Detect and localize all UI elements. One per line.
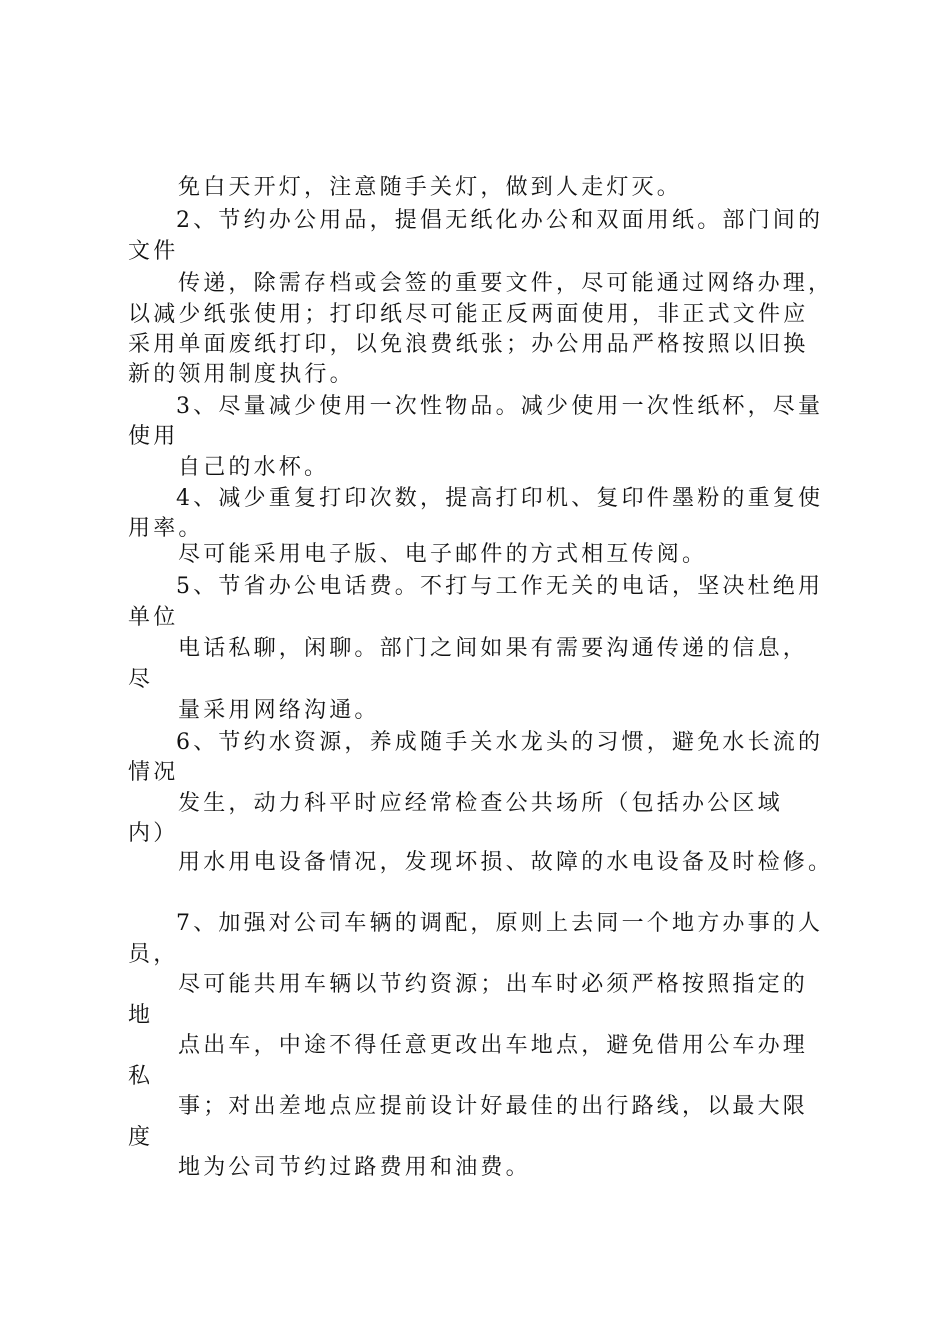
text-line: 单位 bbox=[128, 605, 179, 630]
text-line: 地为公司节约过路费用和油费。 bbox=[178, 1155, 531, 1180]
text-line: 以减少纸张使用；打印纸尽可能正反两面使用，非正式文件应 bbox=[128, 302, 809, 327]
text-line: 发生，动力科平时应经常检查公共场所（包括办公区域 bbox=[178, 791, 783, 816]
text-line: 电话私聊，闲聊。部门之间如果有需要沟通传递的信息， bbox=[178, 636, 809, 661]
text-line: 6、节约水资源，养成随手关水龙头的习惯，避免水长流的 bbox=[176, 730, 824, 755]
text-line: 情况 bbox=[128, 760, 179, 785]
text-line: 量采用网络沟通。 bbox=[178, 698, 380, 723]
text-line: 内） bbox=[128, 821, 179, 846]
text-line: 度 bbox=[128, 1125, 154, 1150]
text-line: 3、尽量减少使用一次性物品。减少使用一次性纸杯，尽量 bbox=[176, 394, 824, 419]
text-line: 使用 bbox=[128, 424, 179, 449]
text-line: 免白天开灯，注意随手关灯，做到人走灯灭。 bbox=[178, 175, 683, 200]
text-line: 7、加强对公司车辆的调配，原则上去同一个地方办事的人 bbox=[176, 911, 824, 936]
text-line: 点出车，中途不得任意更改出车地点，避免借用公车办理 bbox=[178, 1033, 809, 1058]
text-line: 2、节约办公用品，提倡无纸化办公和双面用纸。部门间的 bbox=[176, 208, 824, 233]
text-line: 私 bbox=[128, 1064, 154, 1089]
text-line: 自己的水杯。 bbox=[178, 455, 330, 480]
text-line: 4、减少重复打印次数，提高打印机、复印件墨粉的重复使 bbox=[176, 486, 824, 511]
text-line: 新的领用制度执行。 bbox=[128, 362, 355, 387]
text-line: 事；对出差地点应提前设计好最佳的出行路线，以最大限 bbox=[178, 1094, 809, 1119]
text-line: 尽可能共用车辆以节约资源；出车时必须严格按照指定的 bbox=[178, 972, 809, 997]
text-line: 采用单面废纸打印，以免浪费纸张；办公用品严格按照以旧换 bbox=[128, 332, 809, 357]
text-line: 用率。 bbox=[128, 516, 204, 541]
text-line: 尽 bbox=[128, 667, 154, 692]
text-line: 文件 bbox=[128, 239, 179, 264]
text-line: 5、节省办公电话费。不打与工作无关的电话，坚决杜绝用 bbox=[176, 574, 824, 599]
text-line: 尽可能采用电子版、电子邮件的方式相互传阅。 bbox=[178, 542, 708, 567]
text-line: 员， bbox=[128, 942, 179, 967]
text-line: 地 bbox=[128, 1003, 154, 1028]
text-line: 传递，除需存档或会签的重要文件，尽可能通过网络办理， bbox=[178, 271, 834, 296]
text-line: 用水用电设备情况，发现坏损、故障的水电设备及时检修。 bbox=[178, 850, 834, 875]
